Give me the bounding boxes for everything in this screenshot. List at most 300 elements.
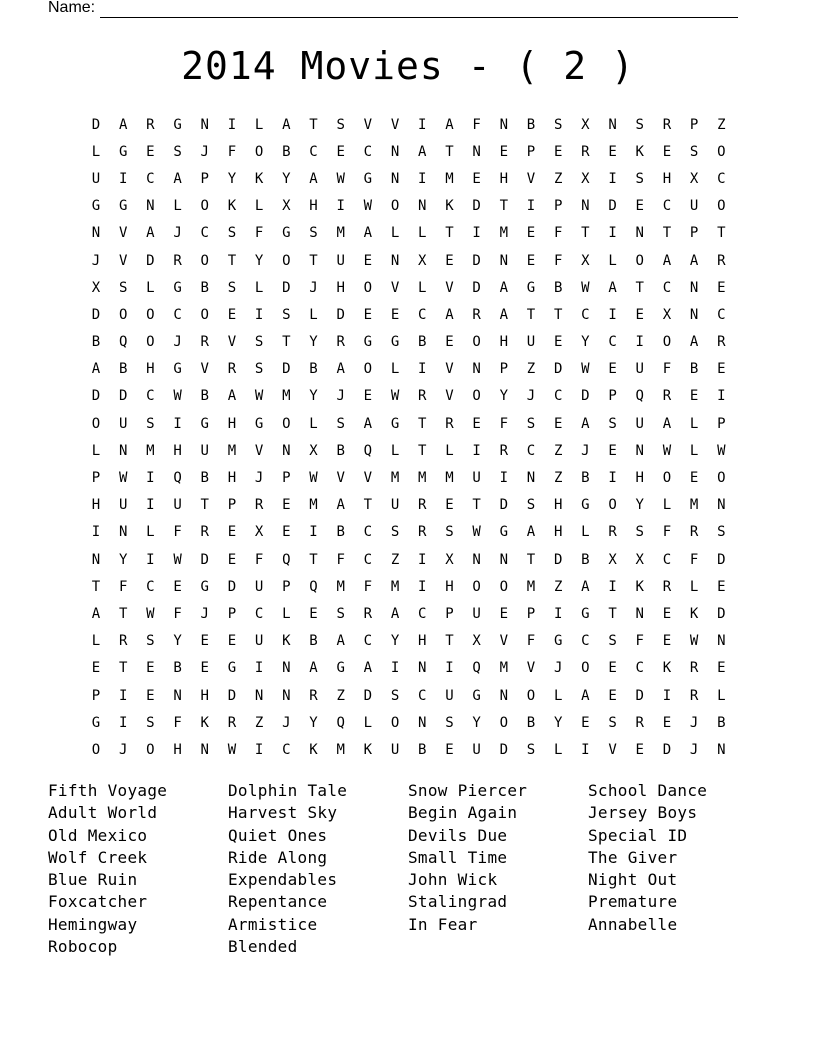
grid-letter[interactable]: Z <box>390 551 400 568</box>
grid-letter[interactable]: L <box>717 687 726 704</box>
grid-letter[interactable]: E <box>445 741 454 758</box>
grid-letter[interactable]: A <box>662 252 672 269</box>
grid-letter[interactable]: T <box>445 633 454 650</box>
grid-letter[interactable]: D <box>282 361 291 378</box>
grid-letter[interactable]: W <box>146 605 155 622</box>
grid-letter[interactable]: U <box>472 741 481 758</box>
grid-letter[interactable]: O <box>363 279 373 296</box>
grid-letter[interactable]: I <box>445 660 454 677</box>
grid-letter[interactable]: A <box>445 306 454 323</box>
grid-letter[interactable]: M <box>689 497 699 514</box>
grid-letter[interactable]: R <box>118 633 128 650</box>
grid-letter[interactable]: C <box>635 660 644 677</box>
grid-letter[interactable]: P <box>689 225 699 242</box>
grid-letter[interactable]: O <box>390 198 400 215</box>
grid-letter[interactable]: J <box>200 605 209 622</box>
grid-letter[interactable]: P <box>227 497 237 514</box>
grid-letter[interactable]: E <box>227 306 237 323</box>
grid-letter[interactable]: L <box>418 225 427 242</box>
grid-letter[interactable]: Z <box>254 714 264 731</box>
grid-letter[interactable]: P <box>91 470 101 487</box>
grid-letter[interactable]: O <box>472 578 481 595</box>
grid-letter[interactable]: X <box>581 116 590 133</box>
grid-letter[interactable]: V <box>526 660 536 677</box>
grid-letter[interactable]: Y <box>227 170 237 187</box>
grid-letter[interactable]: W <box>336 170 345 187</box>
grid-letter[interactable]: E <box>472 415 481 432</box>
grid-letter[interactable]: E <box>635 306 644 323</box>
grid-letter[interactable]: D <box>717 551 726 568</box>
grid-letter[interactable]: E <box>608 687 617 704</box>
grid-letter[interactable]: P <box>200 170 209 187</box>
grid-letter[interactable]: W <box>118 470 128 487</box>
grid-letter[interactable]: S <box>689 143 699 160</box>
grid-letter[interactable]: R <box>472 306 481 323</box>
grid-letter[interactable]: S <box>635 116 644 133</box>
grid-letter[interactable]: O <box>717 198 726 215</box>
grid-letter[interactable]: M <box>418 470 427 487</box>
grid-letter[interactable]: E <box>581 714 590 731</box>
grid-letter[interactable]: K <box>200 714 209 731</box>
grid-letter[interactable]: B <box>91 334 101 351</box>
grid-letter[interactable]: B <box>200 470 209 487</box>
grid-letter[interactable]: M <box>390 470 400 487</box>
grid-letter[interactable]: D <box>717 605 726 622</box>
grid-letter[interactable]: T <box>499 198 509 215</box>
grid-letter[interactable]: W <box>689 633 699 650</box>
grid-letter[interactable]: N <box>418 660 427 677</box>
grid-letter[interactable]: E <box>390 306 400 323</box>
grid-letter[interactable]: T <box>472 497 481 514</box>
grid-letter[interactable]: V <box>336 470 345 487</box>
grid-letter[interactable]: W <box>581 279 590 296</box>
grid-letter[interactable]: M <box>227 442 237 459</box>
grid-letter[interactable]: Y <box>309 388 318 405</box>
grid-letter[interactable]: T <box>91 578 101 595</box>
grid-letter[interactable]: J <box>526 388 536 405</box>
grid-letter[interactable]: G <box>91 198 101 215</box>
grid-letter[interactable]: S <box>227 279 237 296</box>
grid-letter[interactable]: R <box>445 415 454 432</box>
grid-letter[interactable]: M <box>336 225 345 242</box>
grid-letter[interactable]: G <box>526 279 536 296</box>
grid-letter[interactable]: D <box>118 388 128 405</box>
grid-letter[interactable]: N <box>118 442 128 459</box>
grid-letter[interactable]: P <box>526 605 536 622</box>
grid-letter[interactable]: I <box>118 687 128 704</box>
grid-letter[interactable]: A <box>227 388 237 405</box>
grid-letter[interactable]: C <box>254 605 264 622</box>
grid-letter[interactable]: A <box>336 633 345 650</box>
grid-letter[interactable]: C <box>717 306 726 323</box>
grid-letter[interactable]: C <box>418 687 427 704</box>
grid-letter[interactable]: L <box>91 143 101 160</box>
grid-letter[interactable]: D <box>282 279 291 296</box>
grid-letter[interactable]: P <box>445 605 454 622</box>
grid-letter[interactable]: O <box>608 497 617 514</box>
grid-letter[interactable]: I <box>118 170 128 187</box>
grid-letter[interactable]: E <box>717 279 726 296</box>
grid-letter[interactable]: E <box>499 143 509 160</box>
grid-letter[interactable]: N <box>390 252 400 269</box>
grid-letter[interactable]: H <box>173 741 182 758</box>
grid-letter[interactable]: E <box>499 605 509 622</box>
grid-letter[interactable]: P <box>717 415 726 432</box>
grid-letter[interactable]: G <box>363 170 373 187</box>
grid-letter[interactable]: H <box>200 687 209 704</box>
grid-letter[interactable]: D <box>91 388 101 405</box>
grid-letter[interactable]: S <box>390 687 400 704</box>
grid-letter[interactable]: O <box>146 334 155 351</box>
grid-letter[interactable]: F <box>173 714 182 731</box>
grid-letter[interactable]: U <box>336 252 345 269</box>
grid-letter[interactable]: A <box>608 279 617 296</box>
grid-letter[interactable]: E <box>282 524 291 541</box>
grid-letter[interactable]: Y <box>309 714 318 731</box>
grid-letter[interactable]: W <box>472 524 481 541</box>
grid-letter[interactable]: I <box>118 714 128 731</box>
grid-letter[interactable]: C <box>608 334 617 351</box>
grid-letter[interactable]: K <box>635 578 644 595</box>
grid-letter[interactable]: A <box>445 116 454 133</box>
grid-letter[interactable]: K <box>309 741 318 758</box>
grid-letter[interactable]: P <box>689 116 699 133</box>
grid-letter[interactable]: M <box>282 388 291 405</box>
grid-letter[interactable]: O <box>581 660 590 677</box>
grid-letter[interactable]: J <box>336 388 345 405</box>
grid-letter[interactable]: A <box>363 415 373 432</box>
grid-letter[interactable]: O <box>200 306 209 323</box>
grid-letter[interactable]: K <box>662 660 672 677</box>
grid-letter[interactable]: D <box>146 252 155 269</box>
grid-letter[interactable]: R <box>418 388 427 405</box>
grid-letter[interactable]: M <box>309 497 318 514</box>
grid-letter[interactable]: E <box>717 361 726 378</box>
grid-letter[interactable]: V <box>390 116 400 133</box>
grid-letter[interactable]: O <box>472 388 481 405</box>
grid-letter[interactable]: L <box>390 442 400 459</box>
grid-letter[interactable]: R <box>363 605 373 622</box>
grid-letter[interactable]: T <box>309 252 318 269</box>
grid-letter[interactable]: C <box>363 524 373 541</box>
grid-letter[interactable]: K <box>254 170 264 187</box>
grid-letter[interactable]: W <box>662 442 672 459</box>
grid-letter[interactable]: N <box>689 306 699 323</box>
grid-letter[interactable]: H <box>227 470 237 487</box>
grid-letter[interactable]: X <box>581 252 590 269</box>
grid-letter[interactable]: Z <box>553 170 563 187</box>
grid-letter[interactable]: F <box>336 551 345 568</box>
grid-letter[interactable]: S <box>282 306 291 323</box>
grid-letter[interactable]: L <box>608 252 617 269</box>
grid-letter[interactable]: U <box>254 633 264 650</box>
grid-letter[interactable]: I <box>173 415 182 432</box>
grid-letter[interactable]: N <box>118 524 128 541</box>
grid-letter[interactable]: S <box>336 605 345 622</box>
grid-letter[interactable]: L <box>173 198 182 215</box>
grid-letter[interactable]: N <box>282 442 291 459</box>
grid-letter[interactable]: J <box>173 225 182 242</box>
grid-letter[interactable]: V <box>445 361 454 378</box>
grid-letter[interactable]: L <box>390 361 400 378</box>
grid-letter[interactable]: B <box>526 116 536 133</box>
grid-letter[interactable]: T <box>581 225 590 242</box>
grid-letter[interactable]: W <box>173 388 182 405</box>
grid-letter[interactable]: L <box>390 225 400 242</box>
grid-letter[interactable]: Y <box>635 497 644 514</box>
grid-letter[interactable]: M <box>336 578 345 595</box>
grid-letter[interactable]: S <box>608 714 617 731</box>
grid-letter[interactable]: J <box>282 714 291 731</box>
grid-letter[interactable]: A <box>581 578 590 595</box>
grid-letter[interactable]: H <box>445 578 454 595</box>
grid-letter[interactable]: T <box>553 306 563 323</box>
grid-letter[interactable]: Q <box>309 578 318 595</box>
grid-letter[interactable]: V <box>608 741 617 758</box>
grid-letter[interactable]: A <box>499 279 509 296</box>
grid-letter[interactable]: N <box>635 442 644 459</box>
grid-letter[interactable]: S <box>146 415 155 432</box>
grid-letter[interactable]: H <box>553 524 563 541</box>
grid-letter[interactable]: F <box>227 143 237 160</box>
grid-letter[interactable]: P <box>553 198 563 215</box>
grid-letter[interactable]: G <box>173 116 182 133</box>
grid-letter[interactable]: I <box>254 741 264 758</box>
grid-letter[interactable]: R <box>717 252 726 269</box>
grid-letter[interactable]: S <box>608 633 617 650</box>
grid-letter[interactable]: Y <box>173 633 182 650</box>
grid-letter[interactable]: N <box>91 225 101 242</box>
grid-letter[interactable]: D <box>200 551 209 568</box>
grid-letter[interactable]: T <box>282 334 291 351</box>
grid-letter[interactable]: R <box>200 334 209 351</box>
grid-letter[interactable]: O <box>146 306 155 323</box>
grid-letter[interactable]: O <box>662 470 672 487</box>
grid-letter[interactable]: I <box>608 225 617 242</box>
grid-letter[interactable]: G <box>472 687 481 704</box>
grid-letter[interactable]: A <box>91 605 101 622</box>
grid-letter[interactable]: Q <box>472 660 481 677</box>
grid-letter[interactable]: L <box>553 741 563 758</box>
grid-letter[interactable]: F <box>553 252 563 269</box>
grid-letter[interactable]: L <box>91 442 101 459</box>
grid-letter[interactable]: A <box>91 361 101 378</box>
grid-letter[interactable]: N <box>91 551 101 568</box>
grid-letter[interactable]: I <box>418 170 427 187</box>
grid-letter[interactable]: R <box>689 687 699 704</box>
grid-letter[interactable]: N <box>472 143 481 160</box>
grid-letter[interactable]: R <box>717 334 726 351</box>
grid-letter[interactable]: W <box>390 388 400 405</box>
grid-letter[interactable]: E <box>689 470 699 487</box>
grid-letter[interactable]: D <box>227 687 237 704</box>
grid-letter[interactable]: P <box>282 470 291 487</box>
grid-letter[interactable]: I <box>418 551 427 568</box>
grid-letter[interactable]: Z <box>553 470 563 487</box>
grid-letter[interactable]: A <box>581 415 590 432</box>
grid-letter[interactable]: U <box>689 198 699 215</box>
grid-letter[interactable]: N <box>472 551 481 568</box>
grid-letter[interactable]: S <box>635 170 644 187</box>
grid-letter[interactable]: L <box>254 279 264 296</box>
grid-letter[interactable]: Y <box>472 714 481 731</box>
grid-letter[interactable]: H <box>309 198 318 215</box>
grid-letter[interactable]: C <box>200 225 209 242</box>
grid-letter[interactable]: E <box>363 388 373 405</box>
grid-letter[interactable]: S <box>173 143 182 160</box>
grid-letter[interactable]: N <box>390 143 400 160</box>
grid-letter[interactable]: F <box>173 605 182 622</box>
grid-letter[interactable]: O <box>200 198 209 215</box>
grid-letter[interactable]: X <box>635 551 644 568</box>
grid-letter[interactable]: D <box>472 252 481 269</box>
grid-letter[interactable]: P <box>499 361 509 378</box>
grid-letter[interactable]: L <box>254 198 264 215</box>
grid-letter[interactable]: S <box>553 116 563 133</box>
grid-letter[interactable]: J <box>254 470 264 487</box>
grid-letter[interactable]: F <box>662 524 672 541</box>
grid-letter[interactable]: E <box>662 143 672 160</box>
grid-letter[interactable]: D <box>499 741 509 758</box>
grid-letter[interactable]: L <box>445 442 454 459</box>
grid-letter[interactable]: C <box>526 442 536 459</box>
grid-letter[interactable]: V <box>445 279 454 296</box>
grid-letter[interactable]: B <box>118 361 128 378</box>
grid-letter[interactable]: Y <box>390 633 400 650</box>
grid-letter[interactable]: O <box>118 306 128 323</box>
grid-letter[interactable]: I <box>581 741 590 758</box>
grid-letter[interactable]: P <box>608 388 617 405</box>
grid-letter[interactable]: A <box>418 143 427 160</box>
grid-letter[interactable]: D <box>472 198 481 215</box>
grid-letter[interactable]: C <box>173 306 182 323</box>
grid-letter[interactable]: F <box>254 551 264 568</box>
grid-letter[interactable]: U <box>200 442 209 459</box>
grid-letter[interactable]: I <box>553 605 563 622</box>
grid-letter[interactable]: S <box>608 415 617 432</box>
grid-letter[interactable]: K <box>363 741 373 758</box>
grid-letter[interactable]: O <box>635 252 644 269</box>
grid-letter[interactable]: E <box>608 660 617 677</box>
grid-letter[interactable]: U <box>472 605 481 622</box>
grid-letter[interactable]: G <box>91 714 101 731</box>
grid-letter[interactable]: L <box>254 116 264 133</box>
grid-letter[interactable]: D <box>227 578 237 595</box>
grid-letter[interactable]: S <box>254 361 264 378</box>
grid-letter[interactable]: G <box>282 225 291 242</box>
grid-letter[interactable]: V <box>390 279 400 296</box>
grid-letter[interactable]: O <box>146 741 155 758</box>
grid-letter[interactable]: D <box>363 687 373 704</box>
grid-letter[interactable]: N <box>418 198 427 215</box>
grid-letter[interactable]: C <box>363 633 373 650</box>
grid-letter[interactable]: C <box>581 633 590 650</box>
grid-letter[interactable]: W <box>363 198 373 215</box>
grid-letter[interactable]: A <box>689 252 699 269</box>
grid-letter[interactable]: F <box>553 225 563 242</box>
grid-letter[interactable]: T <box>227 252 237 269</box>
grid-letter[interactable]: J <box>118 741 128 758</box>
grid-letter[interactable]: U <box>445 687 454 704</box>
grid-letter[interactable]: A <box>282 116 291 133</box>
grid-letter[interactable]: B <box>581 470 590 487</box>
grid-letter[interactable]: U <box>635 361 644 378</box>
grid-letter[interactable]: I <box>418 361 427 378</box>
grid-letter[interactable]: Z <box>553 442 563 459</box>
grid-letter[interactable]: N <box>200 116 209 133</box>
grid-letter[interactable]: E <box>363 306 373 323</box>
grid-letter[interactable]: E <box>173 578 182 595</box>
grid-letter[interactable]: Y <box>581 334 590 351</box>
grid-letter[interactable]: C <box>581 306 590 323</box>
grid-letter[interactable]: M <box>336 741 345 758</box>
grid-letter[interactable]: E <box>363 252 373 269</box>
grid-letter[interactable]: M <box>390 578 400 595</box>
grid-letter[interactable]: N <box>581 198 590 215</box>
grid-letter[interactable]: N <box>390 170 400 187</box>
grid-letter[interactable]: X <box>91 279 101 296</box>
grid-letter[interactable]: Y <box>553 714 563 731</box>
grid-letter[interactable]: I <box>608 470 617 487</box>
grid-letter[interactable]: G <box>581 497 590 514</box>
grid-letter[interactable]: M <box>445 470 454 487</box>
grid-letter[interactable]: J <box>581 442 590 459</box>
grid-letter[interactable]: K <box>635 143 644 160</box>
grid-letter[interactable]: Y <box>309 334 318 351</box>
grid-letter[interactable]: J <box>553 660 563 677</box>
grid-letter[interactable]: B <box>200 388 209 405</box>
grid-letter[interactable]: I <box>336 198 345 215</box>
grid-letter[interactable]: F <box>173 524 182 541</box>
grid-letter[interactable]: Q <box>336 714 345 731</box>
grid-letter[interactable]: Y <box>499 388 509 405</box>
grid-letter[interactable]: E <box>662 714 672 731</box>
grid-letter[interactable]: N <box>173 687 182 704</box>
grid-letter[interactable]: A <box>662 415 672 432</box>
grid-letter[interactable]: T <box>200 497 209 514</box>
grid-letter[interactable]: G <box>581 605 590 622</box>
grid-letter[interactable]: B <box>418 741 427 758</box>
grid-letter[interactable]: P <box>282 578 291 595</box>
grid-letter[interactable]: N <box>418 714 427 731</box>
grid-letter[interactable]: J <box>689 714 699 731</box>
grid-letter[interactable]: D <box>635 687 644 704</box>
grid-letter[interactable]: L <box>553 687 563 704</box>
grid-letter[interactable]: Q <box>282 551 291 568</box>
grid-letter[interactable]: H <box>173 442 182 459</box>
grid-letter[interactable]: X <box>608 551 617 568</box>
grid-letter[interactable]: S <box>118 279 128 296</box>
grid-letter[interactable]: T <box>445 225 454 242</box>
grid-letter[interactable]: G <box>200 415 209 432</box>
grid-letter[interactable]: Y <box>118 551 128 568</box>
grid-letter[interactable]: D <box>499 497 509 514</box>
grid-letter[interactable]: B <box>717 714 726 731</box>
grid-letter[interactable]: T <box>717 225 726 242</box>
grid-letter[interactable]: J <box>200 143 209 160</box>
grid-letter[interactable]: V <box>363 116 373 133</box>
grid-letter[interactable]: T <box>418 442 427 459</box>
grid-letter[interactable]: U <box>526 334 536 351</box>
grid-letter[interactable]: F <box>635 633 644 650</box>
grid-letter[interactable]: K <box>689 605 699 622</box>
grid-letter[interactable]: C <box>146 170 155 187</box>
grid-letter[interactable]: K <box>227 198 237 215</box>
grid-letter[interactable]: T <box>363 497 373 514</box>
grid-letter[interactable]: V <box>526 170 536 187</box>
grid-letter[interactable]: N <box>635 225 644 242</box>
grid-letter[interactable]: L <box>662 497 672 514</box>
